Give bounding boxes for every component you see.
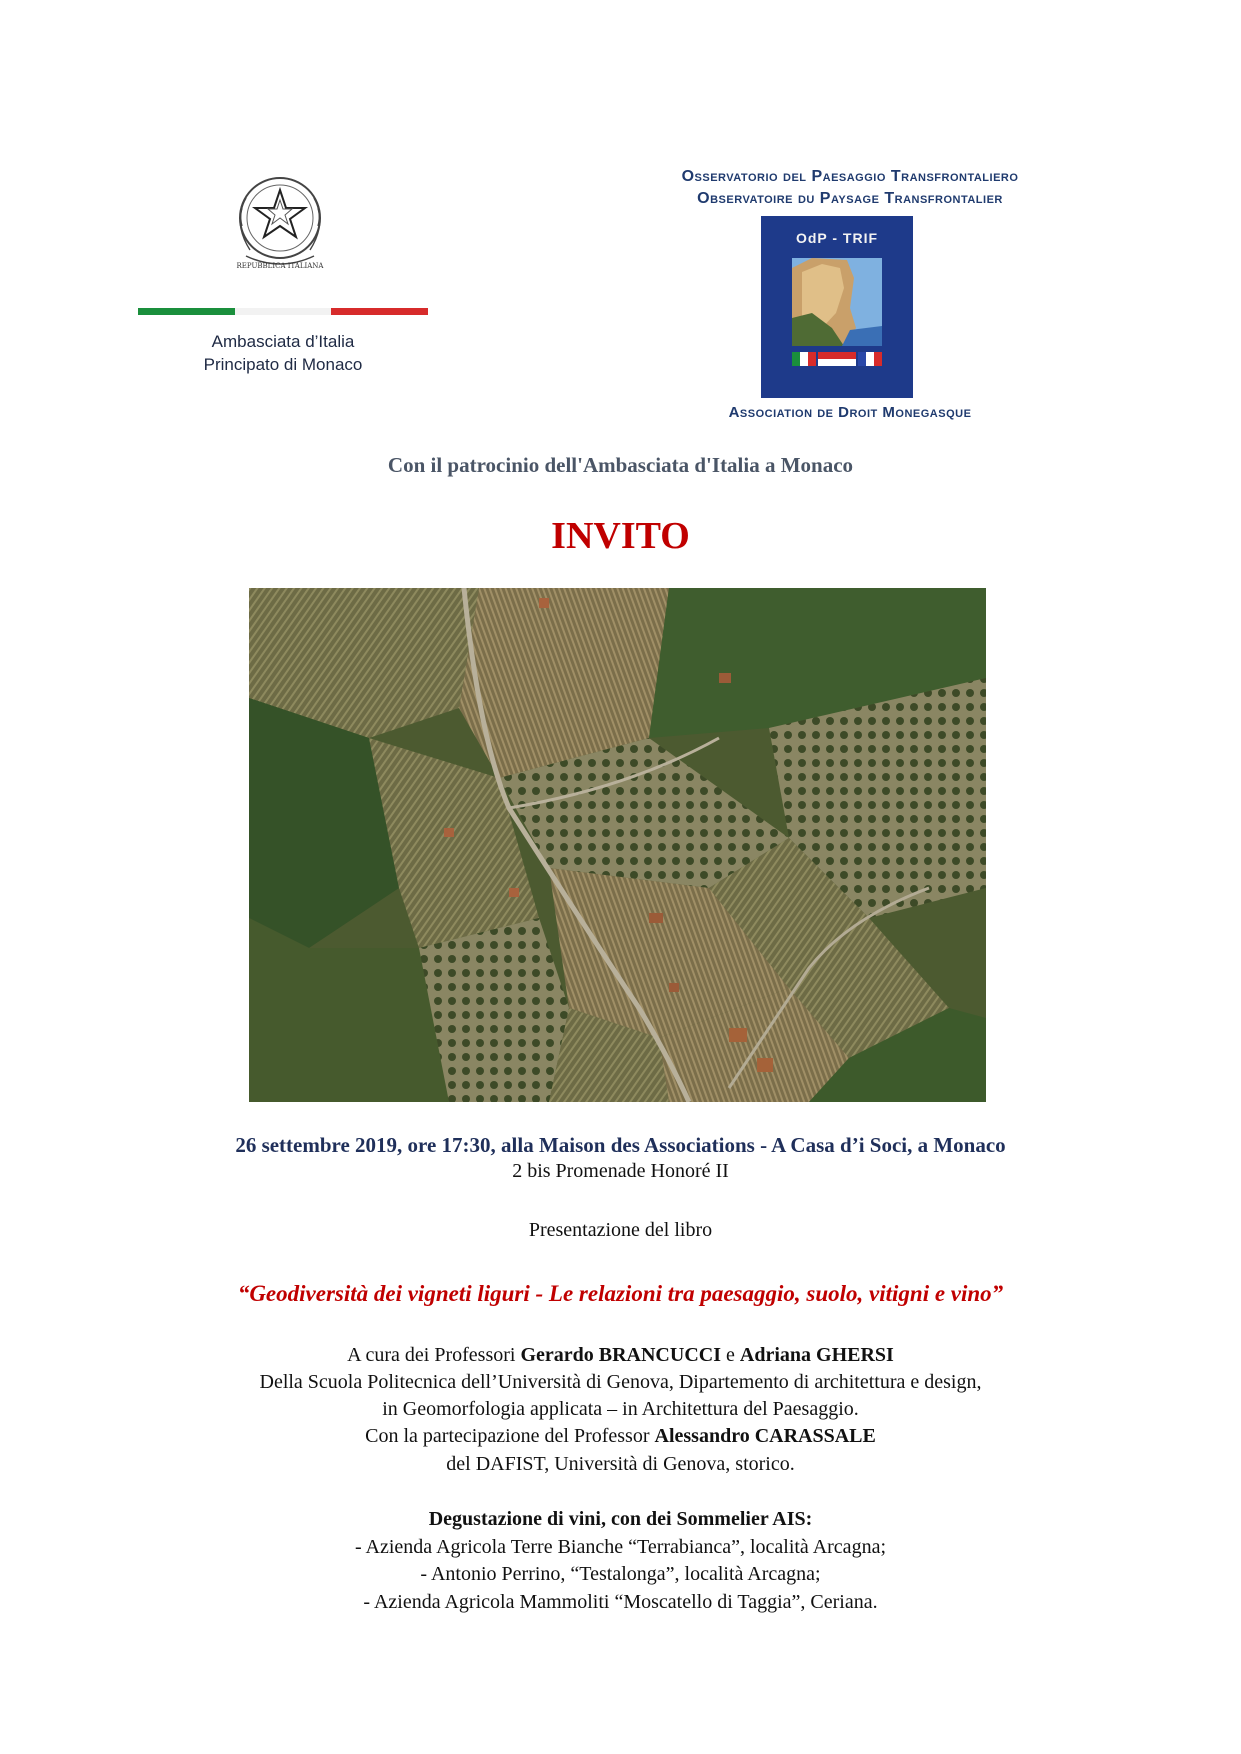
embassy-location: Principato di Monaco: [203, 355, 363, 374]
italian-flag-bar: [138, 308, 428, 315]
presentation-label: Presentazione del libro: [528, 1219, 713, 1241]
flag-white: [235, 308, 332, 315]
cliff-photo-icon: [792, 258, 882, 346]
patronage-line: Con il patrocinio dell'Ambasciata d'Italia a Monaco: [387, 453, 854, 477]
winery-item: - Azienda Agricola Terre Bianche “Terrabianca”, località Arcagna;: [355, 1536, 886, 1558]
tasting-heading: Degustazione di vini, con dei Sommelier AIS:: [428, 1508, 813, 1530]
winery-item: - Antonio Perrino, “Testalonga”, località Arcagna;: [420, 1563, 821, 1585]
italian-republic-emblem-icon: [228, 168, 332, 276]
association-label: Association de Droit Monegasque: [728, 404, 972, 421]
participation-line: [0, 1425, 1241, 1448]
event-address: 2 bis Promenade Honoré II: [512, 1160, 729, 1182]
author-conjunction: e: [726, 1344, 735, 1366]
participation-prefix: Con la partecipazione del Professor: [365, 1425, 650, 1447]
odp-trif-logo: [761, 216, 913, 398]
author-brancucci: Gerardo BRANCUCCI: [520, 1344, 721, 1366]
italy-monaco-france-flags-icon: [792, 352, 882, 366]
winery-item: - Azienda Agricola Mammoliti “Moscatello di Taggia”, Ceriana.: [363, 1591, 878, 1613]
curated-by-line: [0, 1344, 1241, 1367]
page-title: INVITO: [551, 515, 690, 557]
event-date-venue: 26 settembre 2019, ore 17:30, alla Maison des Associations - A Casa d’i Soci, a Monaco: [235, 1133, 1006, 1157]
odp-trif-label: OdP - TRIF: [795, 230, 879, 246]
author-ghersi: Adriana GHERSI: [739, 1344, 894, 1366]
embassy-name: Ambasciata d’Italia: [211, 332, 355, 351]
fields-line: in Geomorfologia applicata – in Architettura del Paesaggio.: [382, 1398, 859, 1420]
flag-green: [138, 308, 235, 315]
observatory-title-fr: Observatoire du Paysage Transfrontalier: [697, 190, 1003, 207]
book-title: “Geodiversità dei vigneti liguri - Le relazioni tra paesaggio, suolo, vitigni e vino”: [237, 1281, 1004, 1306]
curated-prefix: A cura dei Professori: [347, 1344, 516, 1366]
observatory-title-it: Osservatorio del Paesaggio Transfrontaliero: [681, 168, 1019, 185]
school-line: Della Scuola Politecnica dell’Università di Genova, Dipartemento di architettura e design,: [259, 1371, 982, 1393]
flag-red: [331, 308, 428, 315]
vineyard-aerial-photo: [249, 588, 986, 1102]
author-carassale: Alessandro CARASSALE: [654, 1425, 876, 1447]
dafist-line: del DAFIST, Università di Genova, storico.: [446, 1453, 795, 1475]
svg-text:REPUBBLICA ITALIANA: REPUBBLICA ITALIANA: [236, 262, 324, 270]
